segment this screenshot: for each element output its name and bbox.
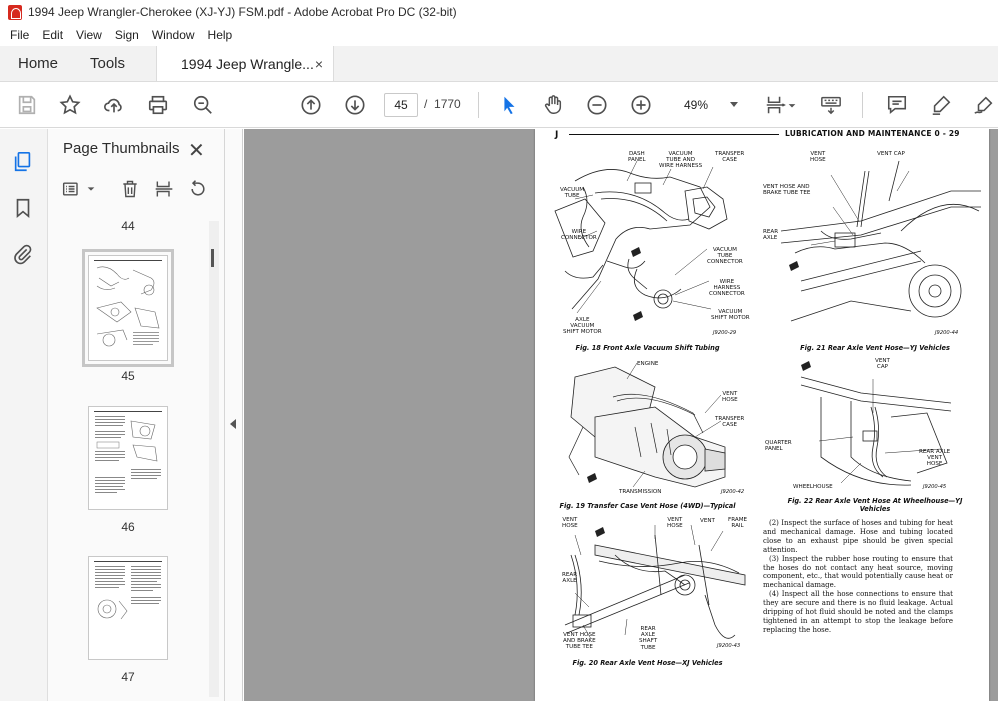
paragraph: (2) Inspect the surface of hoses and tubing for heat and mechanical damage. Hose and tubing located close to an exhaust pipe should be given special attention. bbox=[763, 519, 953, 554]
label-vent-hose: VENT HOSE bbox=[810, 151, 826, 164]
keyboard-icon[interactable] bbox=[819, 93, 843, 117]
menu-help[interactable]: Help bbox=[207, 28, 233, 42]
collapse-arrow-icon bbox=[230, 419, 236, 429]
cloud-upload-icon[interactable] bbox=[102, 93, 126, 117]
page-count: / 1770 bbox=[424, 97, 461, 111]
label-vent-hose-brake-tee: VENT HOSE AND BRAKE TUBE TEE bbox=[563, 632, 596, 651]
label-transfer-case: TRANSFER CASE bbox=[715, 416, 745, 429]
page-display-icon[interactable] bbox=[763, 93, 787, 117]
label-frame-rail: FRAME RAIL bbox=[728, 517, 748, 530]
label-transfer-case: TRANSFER CASE bbox=[715, 151, 745, 164]
label-wheelhouse: WHEELHOUSE bbox=[793, 484, 833, 490]
attachments-icon[interactable] bbox=[12, 243, 36, 267]
thumbnail-toolbar bbox=[58, 179, 218, 205]
zoom-out-icon[interactable] bbox=[585, 93, 609, 117]
figure-code: J9200-45 bbox=[923, 484, 947, 490]
hand-tool-icon[interactable] bbox=[541, 93, 565, 117]
page-display-chevron-icon[interactable] bbox=[786, 93, 798, 117]
bookmarks-icon[interactable] bbox=[12, 197, 36, 221]
comment-icon[interactable] bbox=[885, 93, 909, 117]
menu-file[interactable]: File bbox=[10, 28, 30, 42]
toolbar-divider bbox=[862, 92, 863, 118]
highlight-pen-icon[interactable] bbox=[929, 93, 953, 117]
page-number-input[interactable]: 45 bbox=[384, 93, 418, 117]
page-body-text bbox=[763, 519, 953, 635]
select-cursor-icon[interactable] bbox=[497, 93, 521, 117]
label-vent-cap: VENT CAP bbox=[877, 151, 905, 157]
menu-view[interactable]: View bbox=[76, 28, 102, 42]
label-vent-cap: VENT CAP bbox=[875, 358, 890, 371]
label-wire-harness-connector: WIRE HARNESS CONNECTOR bbox=[709, 279, 745, 298]
label-vent-hose-left: VENT HOSE bbox=[562, 517, 578, 530]
figure-22 bbox=[761, 357, 989, 497]
label-vent-hose: VENT HOSE bbox=[722, 391, 738, 404]
panel-collapse-handle[interactable] bbox=[225, 129, 243, 701]
previous-page-icon[interactable] bbox=[299, 93, 323, 117]
label-rear-axle-vent-hose: REAR AXLE VENT HOSE bbox=[919, 449, 951, 468]
figure-caption: Fig. 18 Front Axle Vacuum Shift Tubing bbox=[575, 344, 720, 352]
paragraph: (3) Inspect the rubber hose routing to ensure that the hoses do not contact any heat source, moving component, etc., that would potentially cause heat or mechanical damage. bbox=[763, 554, 953, 590]
figure-caption: Fig. 22 Rear Axle Vent Hose At Wheelhouse—YJ Vehicles bbox=[787, 497, 963, 513]
tab-close-icon[interactable]: × bbox=[314, 55, 323, 72]
page-header-right: LUBRICATION AND MAINTENANCE 0 - 29 bbox=[785, 129, 960, 138]
figure-caption: Fig. 20 Rear Axle Vent Hose—XJ Vehicles bbox=[572, 659, 723, 667]
thumbnail-scrollbar[interactable] bbox=[209, 221, 219, 697]
figure-21 bbox=[761, 141, 989, 351]
figure-19 bbox=[535, 357, 760, 502]
tab-bar bbox=[0, 46, 998, 82]
close-icon[interactable]: ✕ bbox=[188, 140, 205, 162]
thumbnail-page-46[interactable] bbox=[88, 406, 168, 510]
scrollbar-thumb[interactable] bbox=[211, 249, 214, 267]
thumbnail-page-45[interactable] bbox=[88, 255, 168, 361]
extract-pages-icon[interactable] bbox=[154, 179, 178, 203]
page-thumbnails-panel bbox=[48, 129, 225, 701]
label-engine: ENGINE bbox=[637, 361, 659, 367]
label-vent-hose-mid: VENT HOSE bbox=[667, 517, 683, 530]
navigation-rail bbox=[0, 129, 48, 701]
thumbnail-page-number: 45 bbox=[121, 369, 135, 383]
draw-sign-icon[interactable] bbox=[972, 93, 996, 117]
label-wire-connector: WIRE CONNECTOR bbox=[561, 229, 597, 242]
thumbnail-page-number: 44 bbox=[121, 219, 135, 233]
label-rear-axle-shaft-tube: REAR AXLE SHAFT TUBE bbox=[639, 626, 658, 651]
label-dash-panel: DASH PANEL bbox=[628, 151, 646, 164]
menu-bar bbox=[0, 24, 998, 46]
thumbnail-page-number: 46 bbox=[121, 520, 135, 534]
figure-code: J9200-43 bbox=[717, 643, 741, 649]
thumbnail-options-icon[interactable] bbox=[62, 179, 86, 203]
label-quarter-panel: QUARTER PANEL bbox=[765, 440, 792, 453]
chevron-down-icon bbox=[730, 102, 738, 107]
figure-code: J9200-42 bbox=[721, 489, 745, 495]
acrobat-app-icon bbox=[8, 5, 22, 20]
panel-title: Page Thumbnails bbox=[63, 140, 180, 157]
window-title: 1994 Jeep Wrangler-Cherokee (XJ-YJ) FSM.pdf - Adobe Acrobat Pro DC (32-bit) bbox=[28, 5, 457, 19]
pdf-page bbox=[535, 129, 989, 701]
zoom-search-icon[interactable] bbox=[191, 93, 215, 117]
document-view[interactable] bbox=[244, 129, 998, 701]
bookmark-star-icon[interactable] bbox=[58, 93, 82, 117]
label-vacuum-shift-motor: VACUUM SHIFT MOTOR bbox=[711, 309, 750, 322]
print-icon[interactable] bbox=[146, 93, 170, 117]
delete-page-icon[interactable] bbox=[120, 179, 144, 203]
save-icon[interactable] bbox=[15, 93, 39, 117]
tab-tools[interactable]: Tools bbox=[90, 55, 126, 72]
toolbar-divider bbox=[478, 92, 479, 118]
thumbnail-page-number: 47 bbox=[121, 670, 135, 684]
zoom-level-value: 49% bbox=[684, 98, 709, 112]
label-vent-hose-brake-tee: VENT HOSE AND BRAKE TUBE TEE bbox=[763, 184, 811, 197]
title-bar bbox=[0, 0, 998, 24]
page-header-rule bbox=[569, 134, 779, 135]
label-vacuum-tube: VACUUM TUBE bbox=[560, 187, 585, 200]
menu-window[interactable]: Window bbox=[151, 28, 195, 42]
tab-document-label: 1994 Jeep Wrangle... bbox=[181, 55, 314, 72]
tab-document[interactable] bbox=[156, 46, 334, 81]
figure-caption: Fig. 21 Rear Axle Vent Hose—YJ Vehicles bbox=[800, 344, 950, 352]
paragraph: (4) Inspect all the hose connections to ensure that they are secure and there is no fluid leakage. Actual dripping of hot fluid should be noted and the clamps tightened in an attempt to stop the leakage before replacing the hose. bbox=[763, 590, 953, 634]
page-thumbnails-icon[interactable] bbox=[12, 151, 36, 175]
zoom-in-icon[interactable] bbox=[629, 93, 653, 117]
label-vacuum-tube-connector: VACUUM TUBE CONNECTOR bbox=[707, 247, 743, 266]
label-vent: VENT bbox=[700, 518, 715, 524]
label-rear-axle: REAR AXLE bbox=[562, 572, 578, 585]
label-rear-axle: REAR AXLE bbox=[763, 229, 779, 242]
figure-code: J9200-44 bbox=[935, 330, 959, 336]
figure-caption: Fig. 19 Transfer Case Vent Hose (4WD)—Typical bbox=[559, 502, 736, 510]
page-header-left: J bbox=[555, 130, 559, 140]
zoom-level-dropdown[interactable] bbox=[674, 93, 746, 117]
menu-edit[interactable]: Edit bbox=[42, 28, 64, 42]
chevron-down-icon[interactable] bbox=[86, 179, 98, 203]
figure-code: J9200-29 bbox=[713, 330, 737, 336]
rotate-page-icon[interactable] bbox=[188, 179, 212, 203]
tab-home[interactable]: Home bbox=[18, 55, 59, 72]
thumbnail-page-47[interactable] bbox=[88, 556, 168, 660]
next-page-icon[interactable] bbox=[343, 93, 367, 117]
label-transmission: TRANSMISSION bbox=[619, 489, 662, 495]
menu-sign[interactable]: Sign bbox=[114, 28, 139, 42]
label-axle-vacuum-shift-motor: AXLE VACUUM SHIFT MOTOR bbox=[563, 317, 602, 336]
label-vacuum-tube-wire-harness: VACUUM TUBE AND WIRE HARNESS bbox=[659, 151, 703, 170]
thumbnail-list bbox=[48, 215, 208, 701]
